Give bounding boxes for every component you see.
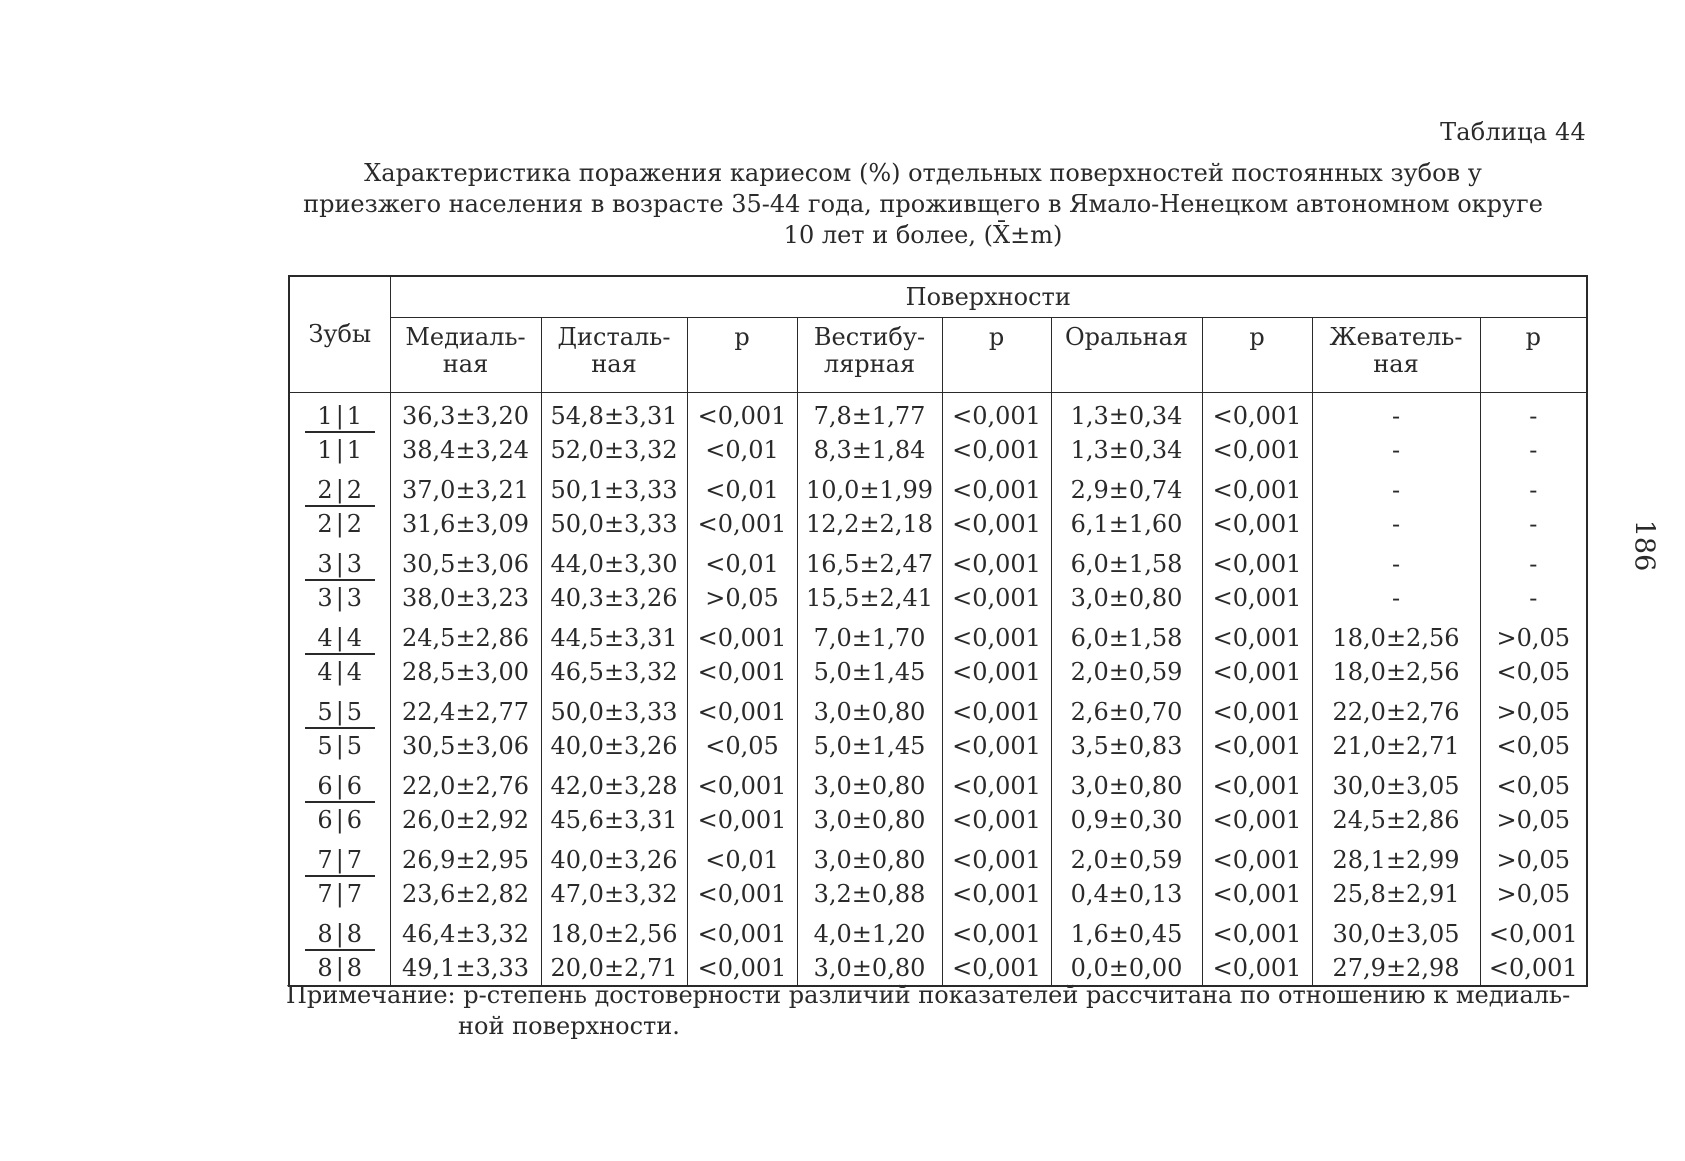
quadrant-divider: | (335, 624, 344, 652)
table-cell: <0,001 (942, 433, 1051, 467)
tooth-right: 6 (346, 772, 363, 800)
tooth-formula-lower (305, 807, 375, 834)
tooth-right: 1 (346, 402, 363, 430)
quadrant-divider: | (335, 954, 344, 982)
table-cell: >0,05 (687, 581, 797, 615)
table-cell: >0,05 (1480, 877, 1587, 911)
table-cell: 3,0±0,80 (797, 951, 942, 986)
table-row (289, 507, 1587, 541)
table-cell: <0,001 (1480, 951, 1587, 986)
tooth-formula-upper (305, 403, 375, 430)
table-cell: <0,001 (687, 655, 797, 689)
column-header-6 (1202, 318, 1312, 393)
tooth-left: 5 (317, 698, 333, 726)
table-cell: - (1312, 581, 1480, 615)
tooth-right: 2 (346, 510, 363, 538)
table-cell: <0,001 (1202, 393, 1312, 434)
tooth-formula-lower (305, 659, 375, 686)
tooth-cell (289, 467, 390, 507)
table-cell: 21,0±2,71 (1312, 729, 1480, 763)
table-cell: <0,001 (1202, 803, 1312, 837)
table-row (289, 541, 1587, 581)
table-cell: 18,0±2,56 (541, 911, 687, 951)
quadrant-divider: | (335, 584, 344, 612)
quadrant-divider: | (335, 550, 344, 578)
quadrant-divider: | (335, 402, 344, 430)
table-cell: <0,001 (1202, 689, 1312, 729)
table-cell: <0,001 (687, 877, 797, 911)
tooth-formula-lower (305, 511, 375, 538)
table-title (280, 158, 1566, 251)
table-cell: <0,01 (687, 541, 797, 581)
tooth-left: 7 (317, 880, 333, 908)
tooth-cell (289, 689, 390, 729)
quadrant-divider: | (335, 732, 344, 760)
header-teeth: Зубы (289, 276, 390, 393)
table-cell: >0,05 (1480, 689, 1587, 729)
tooth-cell (289, 837, 390, 877)
table-cell: 46,4±3,32 (390, 911, 541, 951)
table-cell: 24,5±2,86 (1312, 803, 1480, 837)
table-cell: 31,6±3,09 (390, 507, 541, 541)
tooth-cell (289, 581, 390, 615)
table-cell: <0,001 (1202, 655, 1312, 689)
table-cell: - (1480, 581, 1587, 615)
tooth-formula-lower (305, 955, 375, 982)
table-cell: 40,0±3,26 (541, 729, 687, 763)
table-cell: <0,001 (1202, 911, 1312, 951)
column-header-1 (541, 318, 687, 393)
table-cell: 3,0±0,80 (797, 689, 942, 729)
column-header-line: Дисталь- (557, 323, 671, 351)
table-cell: 24,5±2,86 (390, 615, 541, 655)
table-cell: 7,8±1,77 (797, 393, 942, 434)
table-cell: 23,6±2,82 (390, 877, 541, 911)
tooth-right: 1 (346, 436, 363, 464)
table-cell: 42,0±3,28 (541, 763, 687, 803)
table-cell: <0,001 (687, 763, 797, 803)
table-cell: 6,1±1,60 (1051, 507, 1202, 541)
table-cell: 50,1±3,33 (541, 467, 687, 507)
tooth-right: 7 (346, 846, 363, 874)
table-row (289, 837, 1587, 877)
table-row (289, 433, 1587, 467)
table-cell: 0,0±0,00 (1051, 951, 1202, 986)
tooth-formula-upper (305, 551, 375, 578)
table-cell: 50,0±3,33 (541, 689, 687, 729)
table-cell: 3,0±0,80 (797, 803, 942, 837)
tooth-left: 3 (317, 550, 333, 578)
table-cell: <0,001 (942, 615, 1051, 655)
table-cell: 28,1±2,99 (1312, 837, 1480, 877)
tooth-left: 7 (317, 846, 333, 874)
column-header-line: p (1249, 323, 1265, 351)
table-cell: 18,0±2,56 (1312, 615, 1480, 655)
tooth-left: 1 (317, 436, 333, 464)
column-header-3 (797, 318, 942, 393)
table-row (289, 803, 1587, 837)
table-cell: 26,9±2,95 (390, 837, 541, 877)
table-cell: 20,0±2,71 (541, 951, 687, 986)
table-cell: <0,001 (1202, 433, 1312, 467)
table-cell: 3,0±0,80 (1051, 763, 1202, 803)
table-cell: 3,0±0,80 (1051, 581, 1202, 615)
table-cell: 50,0±3,33 (541, 507, 687, 541)
quadrant-divider: | (335, 698, 344, 726)
tooth-formula-upper (305, 847, 375, 874)
table-cell: <0,05 (687, 729, 797, 763)
tooth-left: 8 (317, 954, 333, 982)
tooth-right: 8 (346, 954, 363, 982)
tooth-right: 4 (346, 658, 363, 686)
tooth-right: 8 (346, 920, 363, 948)
column-header-4 (942, 318, 1051, 393)
tooth-formula-lower (305, 585, 375, 612)
table-cell: 3,2±0,88 (797, 877, 942, 911)
page-number: 186 (1628, 519, 1660, 572)
column-header-line: ная (442, 350, 489, 378)
table-row (289, 615, 1587, 655)
table-cell: <0,05 (1480, 655, 1587, 689)
table-cell: 3,0±0,80 (797, 837, 942, 877)
table-cell: - (1312, 467, 1480, 507)
table-cell: 4,0±1,20 (797, 911, 942, 951)
table-number: Таблица 44 (1440, 118, 1586, 146)
table-cell: 1,3±0,34 (1051, 433, 1202, 467)
table-cell: <0,001 (687, 689, 797, 729)
table-cell: <0,001 (1202, 951, 1312, 986)
table-cell: 27,9±2,98 (1312, 951, 1480, 986)
tooth-cell (289, 433, 390, 467)
table-cell: 44,5±3,31 (541, 615, 687, 655)
tooth-cell (289, 877, 390, 911)
quadrant-divider: | (335, 806, 344, 834)
table-note (286, 980, 1586, 1042)
table-row (289, 877, 1587, 911)
tooth-right: 5 (346, 698, 363, 726)
tooth-right: 7 (346, 880, 363, 908)
table-cell: 3,5±0,83 (1051, 729, 1202, 763)
table-cell: <0,001 (1202, 507, 1312, 541)
table-cell: <0,001 (942, 911, 1051, 951)
table-cell: >0,05 (1480, 837, 1587, 877)
column-header-8 (1480, 318, 1587, 393)
note-line-2: ной поверхности. (458, 1012, 680, 1040)
tooth-cell (289, 803, 390, 837)
quadrant-divider: | (335, 920, 344, 948)
table-cell: 28,5±3,00 (390, 655, 541, 689)
table-cell: 8,3±1,84 (797, 433, 942, 467)
tooth-formula-lower (305, 881, 375, 908)
tooth-formula-upper (305, 921, 375, 948)
table-cell: <0,001 (942, 393, 1051, 434)
tooth-formula-upper (305, 625, 375, 652)
table-row (289, 911, 1587, 951)
table-cell: 22,0±2,76 (390, 763, 541, 803)
table-cell: - (1480, 507, 1587, 541)
tooth-left: 2 (317, 510, 333, 538)
table-cell: 10,0±1,99 (797, 467, 942, 507)
table-cell: 12,2±2,18 (797, 507, 942, 541)
title-line-1: Характеристика поражения кариесом (%) отдельных поверхностей постоянных зубов у (364, 159, 1482, 187)
column-header-5 (1051, 318, 1202, 393)
table-row (289, 467, 1587, 507)
table-cell: 47,0±3,32 (541, 877, 687, 911)
header-surfaces: Поверхности (390, 276, 1587, 318)
table-cell: <0,001 (942, 803, 1051, 837)
tooth-left: 5 (317, 732, 333, 760)
table-cell: 2,0±0,59 (1051, 837, 1202, 877)
table-cell: 15,5±2,41 (797, 581, 942, 615)
table-cell: 22,0±2,76 (1312, 689, 1480, 729)
quadrant-divider: | (335, 510, 344, 538)
quadrant-divider: | (335, 846, 344, 874)
caries-table (288, 275, 1588, 987)
table-cell: 0,4±0,13 (1051, 877, 1202, 911)
table-cell: 1,6±0,45 (1051, 911, 1202, 951)
table-row (289, 763, 1587, 803)
column-header-2 (687, 318, 797, 393)
table-cell: 3,0±0,80 (797, 763, 942, 803)
table-cell: 26,0±2,92 (390, 803, 541, 837)
table-cell: <0,05 (1480, 729, 1587, 763)
table-cell: 30,0±3,05 (1312, 763, 1480, 803)
table-cell: 37,0±3,21 (390, 467, 541, 507)
column-header-line: p (1525, 323, 1541, 351)
table-cell: <0,001 (1202, 837, 1312, 877)
table-cell: <0,05 (1480, 763, 1587, 803)
table-cell: <0,001 (687, 615, 797, 655)
quadrant-divider: | (335, 658, 344, 686)
table-cell: - (1312, 507, 1480, 541)
table-row (289, 689, 1587, 729)
tooth-right: 5 (346, 732, 363, 760)
table-cell: - (1480, 541, 1587, 581)
table-cell: <0,001 (687, 951, 797, 986)
tooth-left: 1 (317, 402, 333, 430)
table-cell: 30,0±3,05 (1312, 911, 1480, 951)
table-cell: 6,0±1,58 (1051, 541, 1202, 581)
table-cell: 7,0±1,70 (797, 615, 942, 655)
table-cell: 2,0±0,59 (1051, 655, 1202, 689)
table-cell: 52,0±3,32 (541, 433, 687, 467)
tooth-right: 2 (346, 476, 363, 504)
tooth-formula-upper (305, 773, 375, 800)
tooth-left: 3 (317, 584, 333, 612)
tooth-cell (289, 507, 390, 541)
table-cell: 44,0±3,30 (541, 541, 687, 581)
table-row (289, 393, 1587, 434)
tooth-formula-lower (305, 437, 375, 464)
table-cell: - (1312, 433, 1480, 467)
table-cell: <0,001 (1202, 615, 1312, 655)
table-cell: <0,001 (942, 877, 1051, 911)
tooth-cell (289, 729, 390, 763)
quadrant-divider: | (335, 772, 344, 800)
table-cell: - (1480, 433, 1587, 467)
tooth-cell (289, 393, 390, 434)
table-cell: - (1480, 467, 1587, 507)
table-cell: <0,01 (687, 433, 797, 467)
table-cell: 1,3±0,34 (1051, 393, 1202, 434)
table-cell: 22,4±2,77 (390, 689, 541, 729)
table-cell: 2,9±0,74 (1051, 467, 1202, 507)
table-cell: <0,001 (1480, 911, 1587, 951)
column-header-line: Вестибу- (813, 323, 926, 351)
tooth-formula-lower (305, 733, 375, 760)
table-cell: 49,1±3,33 (390, 951, 541, 986)
table-cell: 46,5±3,32 (541, 655, 687, 689)
table-cell: <0,001 (942, 837, 1051, 877)
table-cell: <0,001 (942, 507, 1051, 541)
column-header-line: ная (591, 350, 637, 378)
table-cell: 2,6±0,70 (1051, 689, 1202, 729)
table-cell: <0,001 (1202, 541, 1312, 581)
table-cell: <0,001 (942, 729, 1051, 763)
column-header-line: Медиаль- (405, 323, 526, 351)
tooth-left: 4 (317, 658, 333, 686)
tooth-left: 8 (317, 920, 333, 948)
table-cell: 0,9±0,30 (1051, 803, 1202, 837)
table-cell: 45,6±3,31 (541, 803, 687, 837)
table-row (289, 655, 1587, 689)
tooth-formula-upper (305, 477, 375, 504)
column-header-line: Оральная (1064, 323, 1189, 351)
table-cell: 16,5±2,47 (797, 541, 942, 581)
table-cell: >0,05 (1480, 615, 1587, 655)
tooth-right: 6 (346, 806, 363, 834)
table-cell: <0,001 (1202, 467, 1312, 507)
table-cell: 6,0±1,58 (1051, 615, 1202, 655)
table-cell: 25,8±2,91 (1312, 877, 1480, 911)
table-cell: 38,0±3,23 (390, 581, 541, 615)
column-header-line: Жеватель- (1329, 323, 1463, 351)
tooth-cell (289, 655, 390, 689)
note-line-1: Примечание: р-степень достоверности различий показателей рассчитана по отношению к медиаль- (286, 981, 1571, 1009)
table-cell: 18,0±2,56 (1312, 655, 1480, 689)
table-cell: - (1312, 393, 1480, 434)
title-line-3: 10 лет и более, (X̄±m) (783, 221, 1063, 249)
tooth-cell (289, 763, 390, 803)
table-row (289, 729, 1587, 763)
tooth-left: 6 (317, 772, 333, 800)
tooth-cell (289, 911, 390, 951)
table-cell: <0,001 (687, 507, 797, 541)
tooth-left: 4 (317, 624, 333, 652)
table-cell: <0,01 (687, 837, 797, 877)
quadrant-divider: | (335, 880, 344, 908)
tooth-cell (289, 615, 390, 655)
column-header-line: p (988, 323, 1005, 351)
table-row (289, 581, 1587, 615)
table-cell: <0,001 (687, 393, 797, 434)
table-cell: <0,001 (942, 541, 1051, 581)
table-cell: <0,001 (1202, 581, 1312, 615)
column-header-7 (1312, 318, 1480, 393)
table-container (288, 275, 1586, 982)
table-cell: 54,8±3,31 (541, 393, 687, 434)
table-cell: 5,0±1,45 (797, 655, 942, 689)
table-cell: - (1480, 393, 1587, 434)
table-cell: >0,05 (1480, 803, 1587, 837)
table-cell: <0,001 (942, 581, 1051, 615)
table-cell: <0,01 (687, 467, 797, 507)
table-cell: <0,001 (942, 467, 1051, 507)
column-header-0 (390, 318, 541, 393)
table-cell: 36,3±3,20 (390, 393, 541, 434)
table-cell: 38,4±3,24 (390, 433, 541, 467)
table-cell: <0,001 (1202, 729, 1312, 763)
table-cell: - (1312, 541, 1480, 581)
column-header-line: ная (1373, 350, 1419, 378)
table-cell: 5,0±1,45 (797, 729, 942, 763)
table-cell: <0,001 (942, 655, 1051, 689)
quadrant-divider: | (335, 436, 344, 464)
column-header-line: p (734, 323, 750, 351)
table-cell: 30,5±3,06 (390, 541, 541, 581)
tooth-right: 4 (346, 624, 363, 652)
tooth-formula-upper (305, 699, 375, 726)
tooth-right: 3 (346, 584, 363, 612)
table-cell: <0,001 (687, 911, 797, 951)
table-cell: <0,001 (687, 803, 797, 837)
table-cell: <0,001 (1202, 877, 1312, 911)
column-header-line: лярная (823, 350, 916, 378)
table-cell: <0,001 (942, 689, 1051, 729)
table-cell: 30,5±3,06 (390, 729, 541, 763)
tooth-left: 2 (317, 476, 333, 504)
table-cell: <0,001 (942, 951, 1051, 986)
table-cell: 40,3±3,26 (541, 581, 687, 615)
table-cell: 40,0±3,26 (541, 837, 687, 877)
quadrant-divider: | (335, 476, 344, 504)
table-cell: <0,001 (942, 763, 1051, 803)
tooth-cell (289, 541, 390, 581)
title-line-2: приезжего населения в возрасте 35-44 года, проживщего в Ямало-Ненецком автономном округе (303, 190, 1543, 218)
table-cell: <0,001 (1202, 763, 1312, 803)
tooth-left: 6 (317, 806, 333, 834)
tooth-right: 3 (346, 550, 363, 578)
